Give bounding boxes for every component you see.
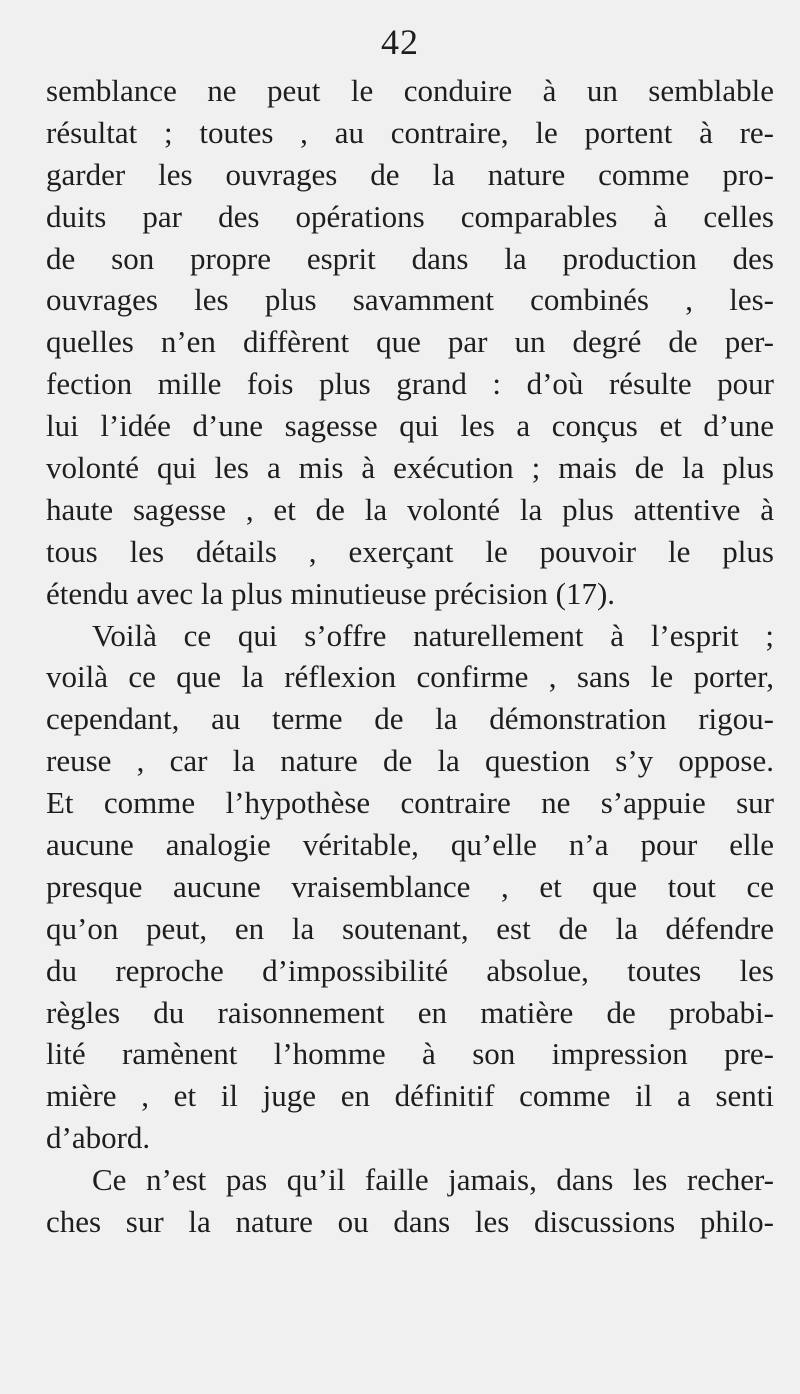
text-line: duits par des opérations comparables à celles bbox=[46, 198, 774, 234]
text-line: semblance ne peut le conduire à un semblable bbox=[46, 73, 774, 108]
text-line: quelles n’en diffèrent que par un degré de per- bbox=[46, 324, 774, 360]
text-line: presque aucune vraisemblance , et que tout ce bbox=[46, 868, 774, 904]
text-line: de son propre esprit dans la production des bbox=[46, 240, 774, 276]
text-line: résultat ; toutes , au contraire, le portent à re- bbox=[46, 114, 774, 150]
paragraph-end-line: étendu avec la plus minutieuse précision (17). bbox=[46, 575, 616, 611]
text-line: qu’on peut, en la soutenant, est de la défendre bbox=[46, 910, 774, 946]
text-line: fection mille fois plus grand : d’où résulte pour bbox=[46, 366, 774, 402]
paragraph-start-line: Ce n’est pas qu’il faille jamais, dans les recher- bbox=[92, 1162, 774, 1198]
text-line: haute sagesse , et de la volonté la plus attentive à bbox=[46, 491, 774, 527]
text-line: reuse , car la nature de la question s’y oppose. bbox=[46, 743, 774, 779]
text-line: règles du raisonnement en matière de probabi- bbox=[46, 994, 774, 1030]
text-line: lui l’idée d’une sagesse qui les a conçus et d’une bbox=[46, 408, 774, 444]
text-line: Et comme l’hypothèse contraire ne s’appuie sur bbox=[46, 785, 774, 821]
body-text bbox=[46, 70, 774, 1243]
text-line: ouvrages les plus savamment combinés , les- bbox=[46, 282, 774, 318]
text-line: volonté qui les a mis à exécution ; mais de la plus bbox=[46, 450, 774, 486]
text-line: du reproche d’impossibilité absolue, toutes les bbox=[46, 952, 774, 988]
text-line: voilà ce que la réflexion confirme , sans le porter, bbox=[46, 659, 774, 695]
text-line: lité ramènent l’homme à son impression pre- bbox=[46, 1036, 774, 1072]
text-line: garder les ouvrages de la nature comme pro- bbox=[46, 156, 774, 192]
paragraph-end-line: d’abord. bbox=[46, 1120, 151, 1156]
paragraph-start-line: Voilà ce qui s’offre naturellement à l’esprit ; bbox=[92, 617, 774, 653]
text-line: mière , et il juge en définitif comme il a senti bbox=[46, 1078, 774, 1114]
text-line: cependant, au terme de la démonstration rigou- bbox=[46, 701, 774, 737]
text-line: ches sur la nature ou dans les discussions philo- bbox=[46, 1204, 774, 1240]
page-number: 42 bbox=[381, 22, 419, 62]
text-line: aucune analogie véritable, qu’elle n’a pour elle bbox=[46, 827, 774, 863]
text-line: tous les détails , exerçant le pouvoir le plus bbox=[46, 533, 774, 569]
